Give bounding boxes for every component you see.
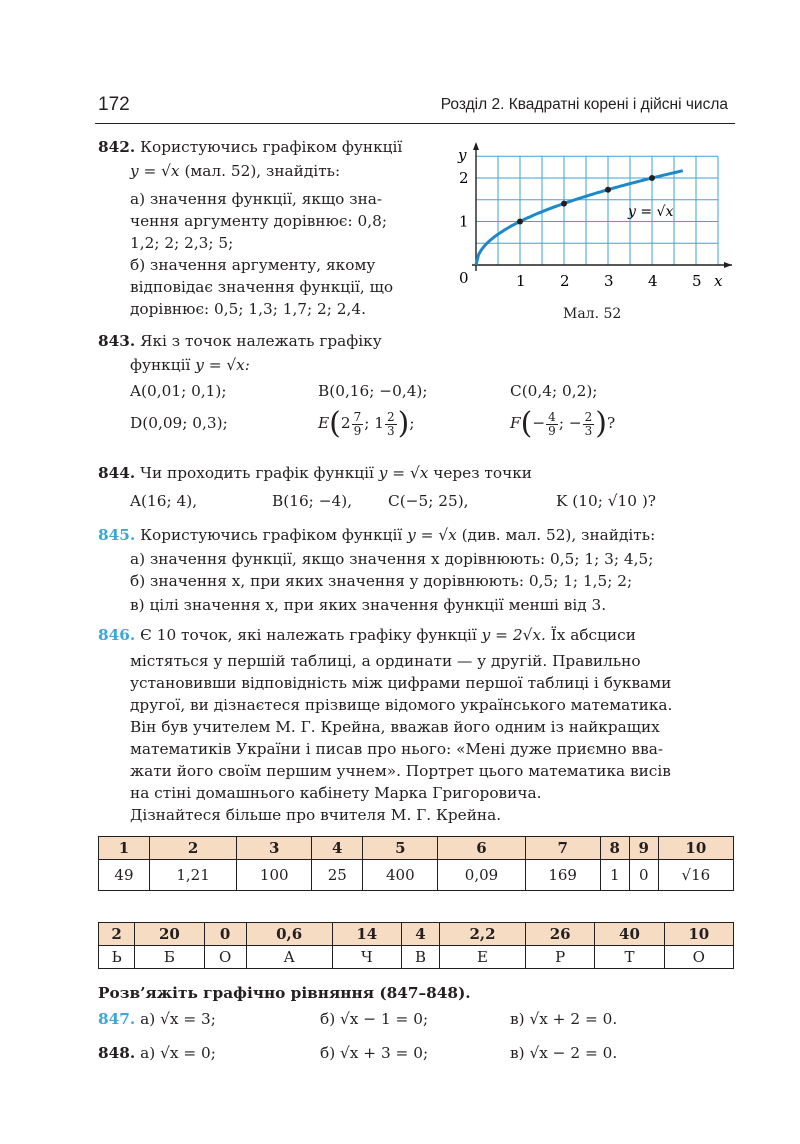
y-tick-label: 1 [459, 212, 469, 231]
problem-843-text: Які з точок належать графіку [140, 332, 382, 350]
table-cell: 400 [363, 860, 438, 891]
problem-848-b: б) √x + 3 = 0; [320, 1044, 429, 1062]
problem-842-text: (мал. 52), знайдіть: [184, 162, 341, 180]
table-cell: Ь [99, 946, 135, 969]
problem-845-text: (див. мал. 52), знайдіть: [461, 526, 656, 544]
table-cell: Т [595, 946, 664, 969]
table-cell: А [246, 946, 332, 969]
graph-point [605, 187, 611, 193]
problem-844-func: y = √x [378, 464, 429, 482]
point-e-num1: 7 [353, 409, 362, 424]
problem-848-c: в) √x − 2 = 0. [510, 1044, 618, 1062]
graph-grid [476, 156, 718, 265]
table-cell: 0,09 [438, 860, 525, 891]
problem-844-number: 844. [98, 464, 136, 482]
problem-846-text: Є 10 точок, які належать графіку функції [140, 626, 477, 644]
problem-842-line8: дорівнює: 0,5; 1,3; 1,7; 2; 2,4. [130, 300, 366, 318]
problem-846-line9: Дізнайтеся більше про вчителя М. Г. Крейна. [130, 806, 502, 824]
problem-848-number: 848. [98, 1044, 136, 1062]
point-e-den2: 3 [387, 423, 395, 438]
point-f-num2: 2 [584, 409, 593, 424]
section-title: Розділ 2. Квадратні корені і дійсні числа [440, 96, 728, 113]
function-label: y = √x [628, 204, 674, 220]
table-cell: 5 [363, 837, 438, 860]
x-tick-label: 4 [648, 272, 658, 290]
problem-842-line3: а) значення функції, якщо зна- [130, 190, 383, 208]
table-cell: 25 [312, 860, 363, 891]
problem-845-text: Користуючись графіком функції [140, 526, 403, 544]
header-rule [95, 123, 735, 124]
point-a: A(0,01; 0,1); [130, 382, 227, 400]
figure-caption: Мал. 52 [563, 306, 622, 322]
table-cell: 8 [600, 837, 629, 860]
problem-846-line5: Він був учителем М. Г. Крейна, вважав його одним із найкращих [130, 718, 660, 736]
table-cell: 1 [99, 837, 150, 860]
point-e-whole2: 1 [374, 414, 385, 432]
table-cell: Б [135, 946, 204, 969]
graph-point [561, 201, 567, 207]
table-cell: Е [440, 946, 526, 969]
problem-844-point-k: K (10; √10 )? [556, 492, 656, 510]
x-axis-label: x [714, 272, 723, 290]
problem-843-line2 [130, 354, 250, 376]
problem-842-line5: 1,2; 2; 2,3; 5; [130, 234, 234, 252]
problem-848 [98, 1042, 216, 1064]
table-cell: 2 [149, 837, 236, 860]
problem-845-number: 845. [98, 526, 136, 544]
table-cell: 14 [332, 923, 401, 946]
problem-843-number: 843. [98, 332, 136, 350]
point-b: B(0,16; −0,4); [318, 382, 428, 400]
problem-843-text: функції [130, 356, 191, 374]
point-e-label: E [318, 414, 330, 432]
problem-844-point-b: B(16; −4), [272, 492, 353, 510]
problem-846-line6: математиків України і писав про нього: «Мені дуже приємно вва- [130, 740, 664, 758]
table-cell: 1,21 [149, 860, 236, 891]
table-cell: 6 [438, 837, 525, 860]
y-axis-arrow [473, 142, 479, 150]
graph-point [517, 219, 523, 225]
point-d: D(0,09; 0,3); [130, 414, 228, 432]
y-tick-label: 2 [459, 169, 469, 187]
table-cell: 49 [99, 860, 150, 891]
table-cell: 26 [525, 923, 594, 946]
table-cell: 20 [135, 923, 204, 946]
table-cell: 9 [629, 837, 658, 860]
problem-846-line8: на стіні домашнього кабінету Марка Григоровича. [130, 784, 542, 802]
table-cell: О [204, 946, 246, 969]
problem-847-number: 847. [98, 1010, 136, 1028]
table-cell: 10 [664, 923, 733, 946]
table-cell: О [664, 946, 733, 969]
table-cell: 100 [237, 860, 312, 891]
table-cell: Р [525, 946, 594, 969]
table-cell: 3 [237, 837, 312, 860]
table-cell: 0 [629, 860, 658, 891]
problem-847 [98, 1008, 216, 1030]
point-f-num1: 4 [548, 409, 556, 424]
x-tick-label: 2 [560, 272, 570, 290]
problem-846-func: y = 2√x. [481, 626, 546, 644]
numbers-table [98, 836, 734, 891]
problem-842-line1 [98, 136, 402, 158]
problem-847-c: в) √x + 2 = 0. [510, 1010, 618, 1028]
x-axis-arrow [724, 262, 732, 268]
table-cell: 0 [204, 923, 246, 946]
y-tick-labels [459, 169, 469, 231]
point-f-den2: 3 [584, 423, 593, 438]
graph-axes [472, 142, 732, 271]
table-cell: 4 [312, 837, 363, 860]
y-axis-label: y [458, 146, 467, 164]
problem-846-line4: другої, ви дізнаєтеся прізвище відомого українського математика. [130, 696, 673, 714]
problem-842-line6: б) значення аргументу, якому [130, 256, 376, 274]
problem-842-func: y = √x [130, 162, 180, 180]
problem-847-b: б) √x − 1 = 0; [320, 1010, 429, 1028]
point-f-end: ? [607, 414, 616, 432]
sqrt-graph [450, 140, 740, 300]
problem-846-line3: установивши відповідність між цифрами першої таблиці і буквами [130, 674, 672, 692]
point-e-num2: 2 [387, 409, 395, 424]
problem-845-a: а) значення функції, якщо значення x дорівнюють: 0,5; 1; 3; 4,5; [130, 550, 654, 568]
problem-845-b: б) значення x, при яких значення y дорівнюють: 0,5; 1; 1,5; 2; [130, 572, 633, 590]
problem-844-text: через точки [433, 464, 532, 482]
problem-845-c: в) цілі значення x, при яких значення функції менші від 3. [130, 596, 607, 614]
table-cell: Ч [332, 946, 401, 969]
problem-843-func: y = √x: [195, 356, 250, 374]
letters-table-head [99, 923, 734, 946]
point-e: E(2 $\frac{7}{9}$ ; 1 $\frac{2}{3}$ ); [318, 406, 415, 441]
problem-846-line2: містяться у першій таблиці, а ординати — у другій. Правильно [130, 652, 641, 670]
x-tick-label: 3 [604, 272, 614, 290]
point-e-end: ; [409, 414, 415, 432]
graph-point [649, 175, 655, 181]
problem-842-line2 [130, 160, 340, 182]
x-tick-labels [516, 272, 702, 290]
page-number: 172 [98, 94, 130, 115]
x-tick-label: 1 [516, 272, 526, 290]
problem-844-line1 [98, 462, 532, 484]
section-intro: Розв’яжіть графічно рівняння (847–848). [98, 984, 471, 1002]
problem-842-line7: відповідає значення функції, що [130, 278, 394, 296]
problem-847-a: а) √x = 3; [140, 1010, 216, 1028]
x-tick-label: 5 [692, 272, 702, 290]
letters-table-body [99, 946, 734, 969]
table-cell: 169 [525, 860, 600, 891]
point-f: F(− $\frac{4}{9}$ ; − $\frac{2}{3}$ )? [510, 406, 616, 441]
problem-845-line1 [98, 524, 655, 546]
table-cell: 10 [658, 837, 733, 860]
problem-844-point-c: C(−5; 25), [388, 492, 469, 510]
point-f-den1: 9 [548, 423, 556, 438]
problem-844-point-a: A(16; 4), [130, 492, 198, 510]
table-cell: 40 [595, 923, 664, 946]
table-cell: √16 [658, 860, 733, 891]
problem-842-number: 842. [98, 138, 136, 156]
table-cell: 2 [99, 923, 135, 946]
problem-846-text: Їх абсциси [550, 626, 636, 644]
problem-843-line1 [98, 330, 382, 352]
problem-846-line7: жати його своїм першим учнем». Портрет цього математика висів [130, 762, 671, 780]
point-e-whole1: 2 [340, 414, 351, 432]
problem-842-text: Користуючись графіком функції [140, 138, 403, 156]
problem-848-a: а) √x = 0; [140, 1044, 216, 1062]
problem-846-line1 [98, 624, 636, 646]
point-f-label: F [510, 414, 521, 432]
problem-844-text: Чи проходить графік функції [140, 464, 374, 482]
table-cell: В [401, 946, 439, 969]
numbers-table-body [99, 860, 734, 891]
problem-845-func: y = √x [407, 526, 457, 544]
point-e-den1: 9 [353, 423, 362, 438]
numbers-table-head [99, 837, 734, 860]
table-cell: 2,2 [440, 923, 526, 946]
letters-table [98, 922, 734, 969]
table-cell: 4 [401, 923, 439, 946]
table-cell: 1 [600, 860, 629, 891]
problem-842-line4: чення аргументу дорівнює: 0,8; [130, 212, 387, 230]
origin-label: 0 [459, 269, 469, 287]
table-cell: 0,6 [246, 923, 332, 946]
table-cell: 7 [525, 837, 600, 860]
point-c: C(0,4; 0,2); [510, 382, 598, 400]
problem-846-number: 846. [98, 626, 136, 644]
